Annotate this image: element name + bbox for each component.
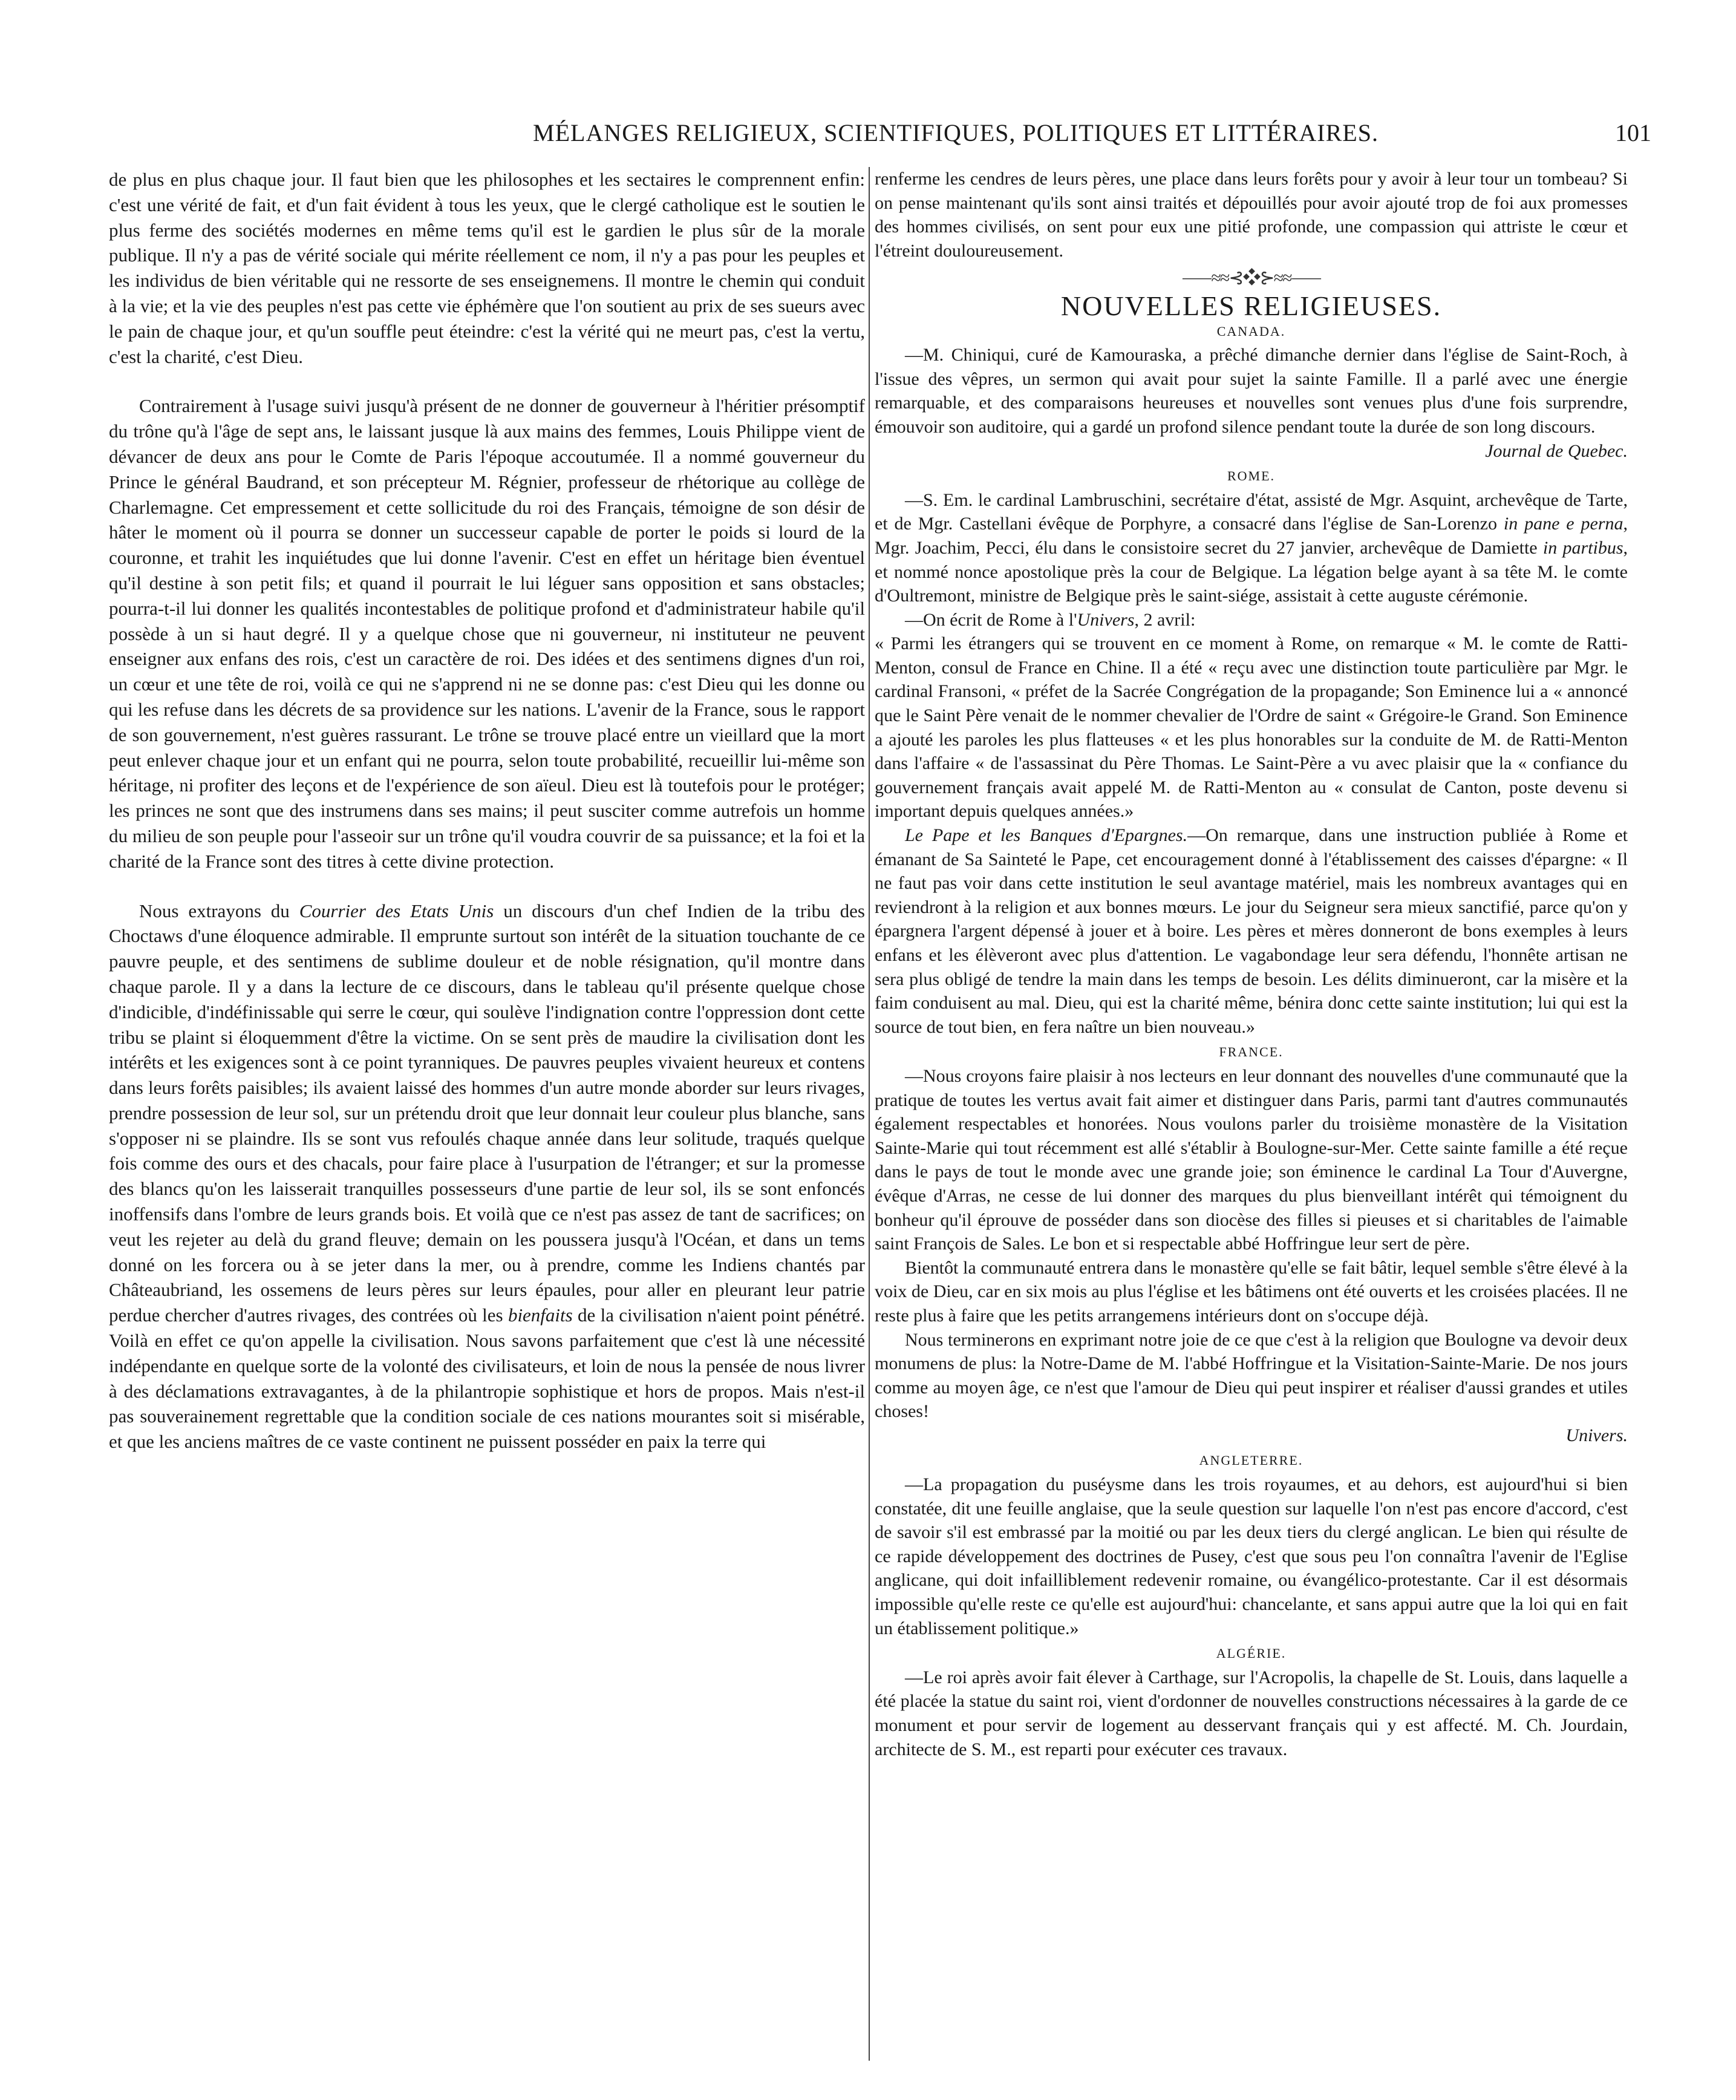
- subhead-france: FRANCE.: [1219, 1044, 1284, 1060]
- italic-phrase: in partibus: [1542, 537, 1623, 558]
- section-title: NOUVELLES RELIGIEUSES.: [1060, 290, 1442, 321]
- page-header: [103, 119, 1651, 155]
- article-continuation: renferme les cendres de leurs pères, une place dans leurs forêts pour y avoir à leur tour un tombeau? Si on pense maintenant qu'ils sont ainsi traités et dépouillés pour avoir ajouté trop de foi aux promesses des hommes civilisés, on sent pour eux une pitié profonde, une compassion qui attriste le cœur et l'étreint douloureusement.: [875, 169, 1628, 261]
- text-run: —On écrit de Rome à l': [905, 609, 1077, 630]
- news-item: [875, 608, 1628, 632]
- ornament-divider: ⸺≈≈⊰❖⊱≈≈⸺: [1181, 268, 1321, 289]
- text-run: —S. Em. le cardinal Lambruschini, secrétaire d'état, assisté de Mgr. Asquint, archevêque de Tarte, et de Mgr. Castellani évêque de Porphyre, a consacré dans l'église de San-Lorenzo: [875, 489, 1628, 534]
- news-item: [875, 488, 1628, 608]
- text-run: un discours d'un chef Indien de la tribu des Choctaws d'une éloquence admirable. Il emprunte surtout son intérêt de la situation touchante de ce pauvre peuple, et des sentimens de sublime douleur et de noble résignation, qu'il montre dans chaque parole. Il y a dans la lecture de ce discours, dans le tableau qu'il présente quelque chose d'indicible, d'indéfinissable qui serre le cœur, qui soulève l'indignation contre l'oppression dont cette tribu se plaint si éloquemment d'être la victime. On se sent près de maudire la civilisation dont les intérêts et les exigences sont à ce point tyranniques. De pauvres peuples vivaient heureux et contens dans leurs forêts paisibles; ils avaient laissé des hommes d'un autre monde aborder sur leurs rivages, prendre possession de leur sol, sur un prétendu droit que leur donnait leur couleur plus blanche, sans s'opposer ni se plaindre. Ils se sont vus refoulés chaque année dans leur solitude, traqués quelque fois comme des ours et des chacals, pour faire place à l'usurpation de l'étranger; et sur la promesse des blancs qu'on les laisserait tranquilles possesseurs d'une partie de leur sol, ils se sont enfoncés inoffensifs dans l'ombre de leurs grands bois. Et voilà que ce n'est pas assez de tant de sacrifices; on veut les rejeter au delà du grand fleuve; demain on les poussera jusqu'à l'Océan, et dans un tems donné on les forcera ou à se jeter dans la mer, ou à prendre, comme les Indiens chantés par Châteaubriand, les ossemens de leurs pères sur leurs épaules, pour aller en pleurant leur patrie perdue chercher d'autres rivages, des contrées où les: [109, 900, 865, 1326]
- source-credit: Univers.: [1565, 1425, 1628, 1445]
- italic-phrase: Univers: [1077, 609, 1135, 630]
- news-item: [875, 343, 1628, 463]
- text-run: —On remarque, dans une instruction publiée à Rome et émanant de Sa Sainteté le Pape, cet encouragement donné à l'établissement des caisses d'épargne: « Il ne faut pas voir dans cette institution le seul avantage matériel, mais les nombreux avantages qui en reviendront à la religion et aux bonnes mœurs. Le jour du Seigneur sera mieux sanctifié, parce qu'on y épargnera l'argent dépensé à jouer et à boire. Les pères et mères donneront de bons exemples à leurs enfans et les élèveront avec plus d'attention. Le vagabondage leur sera défendu, l'honnête artisan ne sera plus obligé de tendre la main dans les temps de besoin. Les délits diminueront, car la misère et la faim conduisent au mal. Dieu, qui est la charité même, bénira donc cette sainte institution; lui qui est la source de tout bien, en fera naître un bien nouveau.»: [875, 825, 1628, 1037]
- text-run: —M. Chiniqui, curé de Kamouraska, a prêché dimanche dernier dans l'église de Saint-Roch, à l'issue des vêpres, un sermon qui avait pour sujet la sainte Famille. Il a parlé avec une énergie remarquable, et des comparaisons heureuses et nouvelles sont venues plus d'une fois surprendre, émouvoir son auditoire, qui a gardé un profond silence pendant toute la durée de son long discours.: [875, 345, 1628, 437]
- italic-phrase: in pane e perna: [1503, 514, 1623, 534]
- text-run: , et nommé nonce apostolique près la cour de Belgique. La légation belge ayant à sa tête M. le comte d'Oultremont, ministre de Belgique près le saint-siége, assistait à cette auguste cérémonie.: [875, 537, 1628, 606]
- newspaper-title: Courrier des Etats Unis: [299, 900, 494, 921]
- quoted-letter: « Parmi les étrangers qui se trouvent en ce moment à Rome, on remarque « M. le comte de Ratti-Menton, consul de France en Chine. Il a été « reçu avec une distinction toute particulière par Mgr. le cardinal Fransoni, « préfet de la Sacrée Congrégation de la propagande; Son Eminence lui a « annoncé que le Saint Père venait de le nommer chevalier de l'Ordre de saint « Grégoire-le Grand. Son Eminence a ajouté les paroles les plus flatteuses « et les plus honorables sur la conduite de M. de Ratti-Menton dans l'affaire « de l'assassinat du Père Thomas. Le Saint-Père a vu avec plaisir que la « confiance du gouvernement français avait appelé M. de Ratti-Menton au « consulat de Canton, poste devenu si important depuis quelques années.»: [875, 633, 1628, 822]
- italic-heading: Le Pape et les Banques d'Epargnes.: [905, 825, 1188, 846]
- news-item: [875, 1328, 1628, 1448]
- subhead-algerie: ALGÉRIE.: [1216, 1646, 1287, 1661]
- subhead-canada: CANADA.: [1216, 323, 1286, 339]
- source-credit: Journal de Quebec.: [1485, 440, 1628, 461]
- page-number: 101: [1615, 119, 1651, 146]
- text-run: de la civilisation n'aient point pénétré. Voilà en effet ce qu'on appelle la civilisation. Nous savons parfaitement que c'est là une nécessité indépendante en quelque sorte de la volonté des civilisateurs, et loin de nous la pensée de nous livrer à des déclamations extravagantes, à de la philantropie sophistique et hors de propos. Mais n'est-il pas souverainement regrettable que la condition sociale de ces nations mourantes soit si misérable, et que les anciens maîtres de ce vaste continent ne puissent posséder en paix la terre qui: [109, 1304, 865, 1453]
- news-item: [875, 823, 1628, 1039]
- right-column: [875, 167, 1628, 2061]
- news-item: —Le roi après avoir fait élever à Carthage, sur l'Acropolis, la chapelle de St. Louis, dans laquelle a été placée la statue du saint roi, vient d'ordonner de nouvelles constructions nécessaires à la garde de ce monument et pour servir de logement au desservant français qui y est affecté. M. Ch. Jourdain, architecte de S. M., est reparti pour exécuter ces travaux.: [875, 1667, 1628, 1759]
- subhead-angleterre: ANGLETERRE.: [1199, 1453, 1304, 1468]
- news-item: —La propagation du puséysme dans les trois royaumes, et au dehors, est aujourd'hui si bien constatée, dit une feuille anglaise, que la seule question sur laquelle l'on n'est pas encore d'accord, c'est de savoir s'il est embrassé par la moitié ou par les deux tiers du clergé anglican. Le bien qui résulte de ce rapide développement des doctrines de Pusey, c'est que sous peu l'on connaîtra l'avenir de l'Eglise anglicane, qui doit infailliblement redevenir romaine, ou évangélico-protestante. Car il est désormais impossible qu'elle reste ce qu'elle est aujourd'hui: chancelante, et sans appui autre que la loi qui en fait un établissement politique.»: [875, 1474, 1628, 1638]
- italic-word: bienfaits: [507, 1304, 573, 1326]
- left-column: [109, 167, 865, 2061]
- text-run: , 2 avril:: [1134, 609, 1196, 630]
- text-run: , Mgr. Joachim, Pecci, élu dans le consistoire secret du 27 janvier, archevêque de Damiette: [875, 514, 1628, 558]
- article-paragraph: de plus en plus chaque jour. Il faut bien que les philosophes et les sectaires le comprennent enfin: c'est une vérité de fait, et d'un fait évident à tous les yeux, que le clergé catholique est le soutien le plus ferme des sociétés modernes en même tems qu'il est le gardien le plus sûr de la morale publique. Il n'y a pas de vérité sociale qui mérite réellement ce nom, il n'y a pas pour les peuples et les individus de bien véritable qui ne ressorte de ses enseignemens. Il montre le chemin qui conduit à la vie; et la vie des peuples n'est pas cette vie éphémère que l'on soutient au prix de ses sueurs avec le pain de chaque jour, et qu'un souffle peut éteindre: c'est la vérité qui ne meurt pas, c'est la vertu, c'est la charité, c'est Dieu.: [109, 169, 865, 367]
- article-paragraph: Contrairement à l'usage suivi jusqu'à présent de ne donner de gouverneur à l'héritier présomptif du trône qu'à l'âge de sept ans, le laissant jusque là aux mains des femmes, Louis Philippe vient de dévancer de deux ans pour le Comte de Paris l'époque accoutumée. Il a nommé gouverneur du Prince le général Baudrand, et son précepteur M. Régnier, professeur de rhétorique au collège de Charlemagne. Cet empressement et cette sollicitude du roi des Français, témoigne de son désir de hâter le moment où il pourra se donner un successeur capable de porter le poids si lourd de la couronne, et trahit les inquiétudes que lui donne l'avenir. C'est en effet un héritage bien éventuel qu'il destine à son petit fils; et quand il pourrait le lui léguer sans opposition et sans obstacles; pourra-t-il lui donner les qualités incontestables de politique profond et d'administrateur habile qu'il possède à un si haut degré. Il y a quelque chose que ni gouverneur, ni instituteur ne peuvent enseigner aux enfans des rois, c'est un caractère de roi. Des idées et des sentimens dignes d'un roi, un cœur et une tête de roi, voilà ce qui ne s'apprend ni ne se donne pas: c'est Dieu qui les donne ou qui les refuse dans les décrets de sa providence sur les nations. L'avenir de la France, sous le rapport de son gouvernement, n'est guères rassurant. Le trône se trouve placé entre un vieillard que la mort peut enlever chaque jour et un enfant qui ne pourra, selon toute probabilité, recueillir lui-même son héritage, ni profiter des leçons et de l'expérience de son aïeul. Dieu est là toutefois pour le protéger; les princes ne sont que des instrumens dans ses mains; il peut susciter comme autrefois un homme du milieu de son peuple pour l'asseoir sur un trône qu'il voudra couvrir de sa puissance; et la foi et la charité de la France sont des titres à cette divine protection.: [109, 395, 865, 872]
- text-run: Nous terminerons en exprimant notre joie de ce que c'est à la religion que Boulogne va devoir deux monumens de plus: la Notre-Dame de M. l'abbé Hoffringue et la Visitation-Sainte-Marie. De nos jours comme au moyen âge, ce n'est que l'amour de Dieu qui peut inspirer et réaliser d'aussi grandes et utiles choses!: [875, 1329, 1628, 1422]
- news-item: —Nous croyons faire plaisir à nos lecteurs en leur donnant des nouvelles d'une communauté que la pratique de toutes les vertus avait fait aimer et distinguer dans Paris, parmi tant d'autres communautés également respectables et honorées. Nous voulons parler du troisième monastère de la Visitation Sainte-Marie qui tout récemment est allé s'établir à Boulogne-sur-Mer. Cette sainte famille a été reçue dans le pays de tout le monde avec une grande joie; son éminence le cardinal La Tour d'Auvergne, évêque d'Arras, ne cesse de lui donner des marques du plus bienveillant intérêt qui témoignent du bonheur qu'il éprouve de posséder dans son diocèse des filles si pieuses et si charitables de l'aimable saint François de Sales. Le bon et si respectable abbé Hoffringue leur sert de père.: [875, 1065, 1628, 1254]
- text-run: Nous extrayons du: [139, 900, 299, 921]
- running-title: MÉLANGES RELIGIEUX, SCIENTIFIQUES, POLITIQUES ET LITTÉRAIRES.: [533, 119, 1379, 146]
- article-paragraph: [109, 898, 865, 1455]
- column-divider: [869, 167, 870, 2061]
- news-item: Bientôt la communauté entrera dans le monastère qu'elle se fait bâtir, lequel semble s'être élevé à la voix de Dieu, car en six mois au plus l'église et les bâtimens ont été ouverts et les croisées placées. Il ne reste plus à faire que les petits arrangemens intérieurs dont on s'occupe déjà.: [875, 1257, 1628, 1326]
- subhead-rome: ROME.: [1227, 468, 1276, 484]
